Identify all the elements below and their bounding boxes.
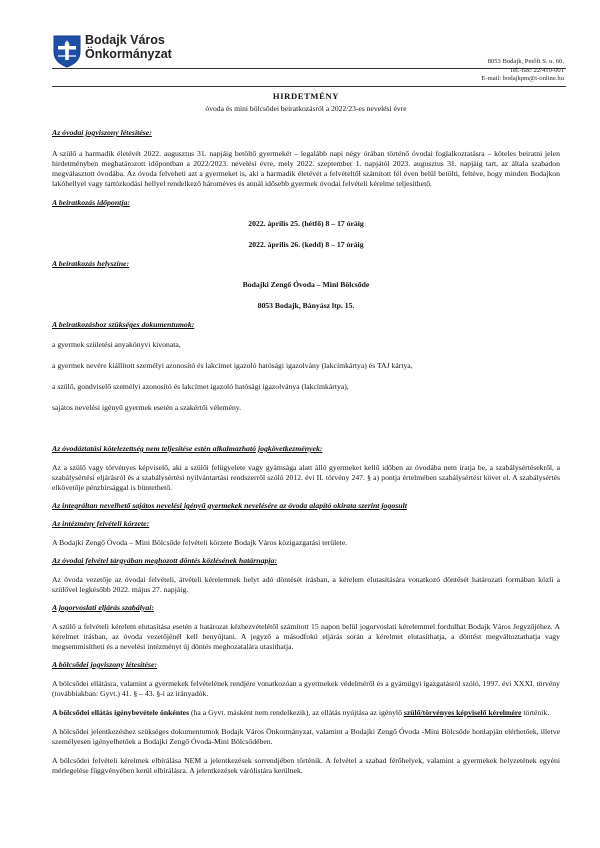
enrollment-location-address: 8053 Bodajk, Bányász ltp. 15. [257,301,355,310]
section-heading-legal-consequences: Az óvodáztatási kötelezettség nem teljesítése estén alkalmazható jogkövetkezmények: [52,444,323,453]
notice-subtitle: óvoda és mini bölcsődei beiratkozásról a 2022/23-es nevelési évre [205,104,407,113]
document-list-item: a szülő, gondviselő személyi azonosító és lakcímet igazoló hatósági igazolványa (lakcímkártya), [52,382,349,391]
nursery-voluntary-text: (ha a Gyvt. másként nem rendelkezik), az ellátás nyújtása az igénylő [189,708,404,717]
section-text-admission-district: A Bodajki Zengő Óvoda – Mini Bölcsőde felvételi körzete Bodajk Város közigazgatási területe. [52,538,348,547]
section-text-kindergarten-enrollment: A szülő a harmadik életévét 2022. augusztus 31. napjáig betöltő gyermekét – legalább napi négy órában történő óvodai foglalkoztatásra – köteles beiratni jelen hirdetményben meghatározott időpontban a 2022/2023. nevelési évre, mely 2022. szeptember 1. napjától 2023. augusztus 31. napjáig tart, az általa szabadon megválasztott óvodába. Az óvoda felveheti azt a gyermeket is, aki a harmadik életévét a felvételtől számított fél éven belül betölti, feltéve, hogy minden Bodajkon lakóhellyel vagy tartózkodási hellyel rendelkező hároméves és annál idősebb gyermek óvodai felvételi kérelme teljesíthető. [52,149,560,188]
enrollment-date-1: 2022. április 25. (hétfő) 8 – 17 óráig [248,219,364,228]
section-heading-required-documents: A beiratkozáshoz szükséges dokumentumok: [52,320,195,329]
section-heading-enrollment-dates: A beiratkozás időpontja: [52,198,130,207]
coat-of-arms-icon [52,32,82,68]
section-heading-decision-deadline: Az óvodai felvétel tárgyában meghozott döntés közlésének határnapja: [52,556,278,565]
section-text-nursery-law: A bölcsődei ellátásra, valamint a gyermekek felvételének rendjére vonatkozóan a gyermekek védelméről és a gyámügyi igazgatásról szóló, 1997. évi XXXI. törvény (továbbiakban: Gyvt.) 41. § – 43. §-i az irányadók. [52,679,560,698]
contact-address: 8053 Bodajk, Petőfi S. u. 60. [487,58,564,65]
enrollment-date-2: 2022. április 26. (kedd) 8 – 17 óráig [248,240,364,249]
nursery-voluntary-end: történik. [521,708,550,717]
document-list-item: a gyermek születési anyakönyvi kivonata, [52,340,181,349]
section-heading-appeal-rules: A jogorvoslati eljárás szabályai: [52,603,155,612]
section-heading-admission-district: Az intézmény felvételi körzete: [52,519,150,528]
section-text-appeal-rules: A szülő a felvételi kérelem elutasítása esetén a határozat kézhezvételétől számított 15 napon belül jogorvoslati kérelemmel fordulhat Bodajk Város Jegyzőjéhez. A kérelmet írásban, az óvoda vezetőjénél kell benyújtani. A jegyző a másodfokú eljárás során a kérelmet elutasíthatja, a döntést megváltoztathatja vagy megsemmisítheti és a nevelési intézményt új döntés meghozatalára utasíthatja. [52,622,560,651]
organization-name [85,33,172,61]
document-list-item: sajátos nevelési igényű gyermek esetén a szakértői vélemény. [52,403,242,412]
notice-body [52,91,560,776]
contact-phone: Tel.-fax: 22/410-001 [509,66,564,74]
enrollment-location-name: Bodajki Zengő Óvoda – Mini Bölcsőde [242,280,370,289]
nursery-voluntary-underlined: szülő/törvényes képviselő kérelmére [403,708,522,717]
section-text-nursery-evaluation: A bölcsődei felvételi kérelmek elbírálása NEM a jelentkezések sorrendjében történik. A felvétel a szabad férőhelyek, valamint a gyermekek helyzetének egyéni mérlegelése függvényében kerül elbírálásra. A jelentkezések várólistára kerülnek. [52,756,560,775]
section-text-nursery-documents: A bölcsődei jelentkezéshez szükséges dokumentumok Bodajk Város Önkormányzat, valamint a Bodajki Zengő Óvoda -Mini Bölcsőde honlapján elérhetőek, illetve személyesen igényelhetőek a Bodajki Zengő Óvoda-Mini Bölcsődében. [52,727,560,746]
contact-divider [52,86,566,87]
section-text-legal-consequences: Az a szülő vagy törvényes képviselő, aki a szülői felügyelete vagy gyámsága alatt álló gyermeket kellő időben az óvodába nem íratja be, a szabálysértésekről, a szabálysértési eljárásról és a szabálysértési nyilvántartási rendszerről szóló 2012. évi II. törvény 247. § a) pontja értelmében szabálysértést követ el. A szabálysértés elkövetője pénzbírsággal is büntethető. [52,463,560,492]
organization-name-line1: Bodajk Város [85,33,165,47]
section-text-decision-deadline: Az óvoda vezetője az óvodai felvételi, átvételi kérelemnek helyt adó döntését írásban, a kérelem elutasítására vonatkozó döntését határozati formában közli a szülővel legkésőbb 2022. május 27. napjáig. [52,575,560,594]
section-heading-nursery-enrollment: A bölcsődei jogviszony létesítése: [52,660,158,669]
section-heading-enrollment-location: A beiratkozás helyszíne: [52,259,130,268]
contact-email: E-mail: bodajkpm@t-online.hu [481,75,564,83]
section-text-nursery-voluntary [52,708,560,718]
header-logo [52,32,212,72]
document-list-item: a gyermek nevére kiállított személyi azonosító és lakcímet igazoló hatósági igazolvány (lakcímkártya) és TAJ kártya, [52,361,413,370]
section-heading-special-needs: Az integráltan nevelhető sajátos nevelési igényű gyermekek nevelésére az óvoda alapító okirata szerint jogosult [52,501,407,510]
organization-name-line2: Önkormányzat [85,47,172,61]
nursery-voluntary-bold: A bölcsődei ellátás igénybevétele önkéntes [52,708,190,717]
notice-title: HIRDETMÉNY [272,91,340,101]
section-heading-kindergarten-enrollment: Az óvodai jogviszony létesítése: [52,128,152,137]
contact-block [481,58,564,84]
